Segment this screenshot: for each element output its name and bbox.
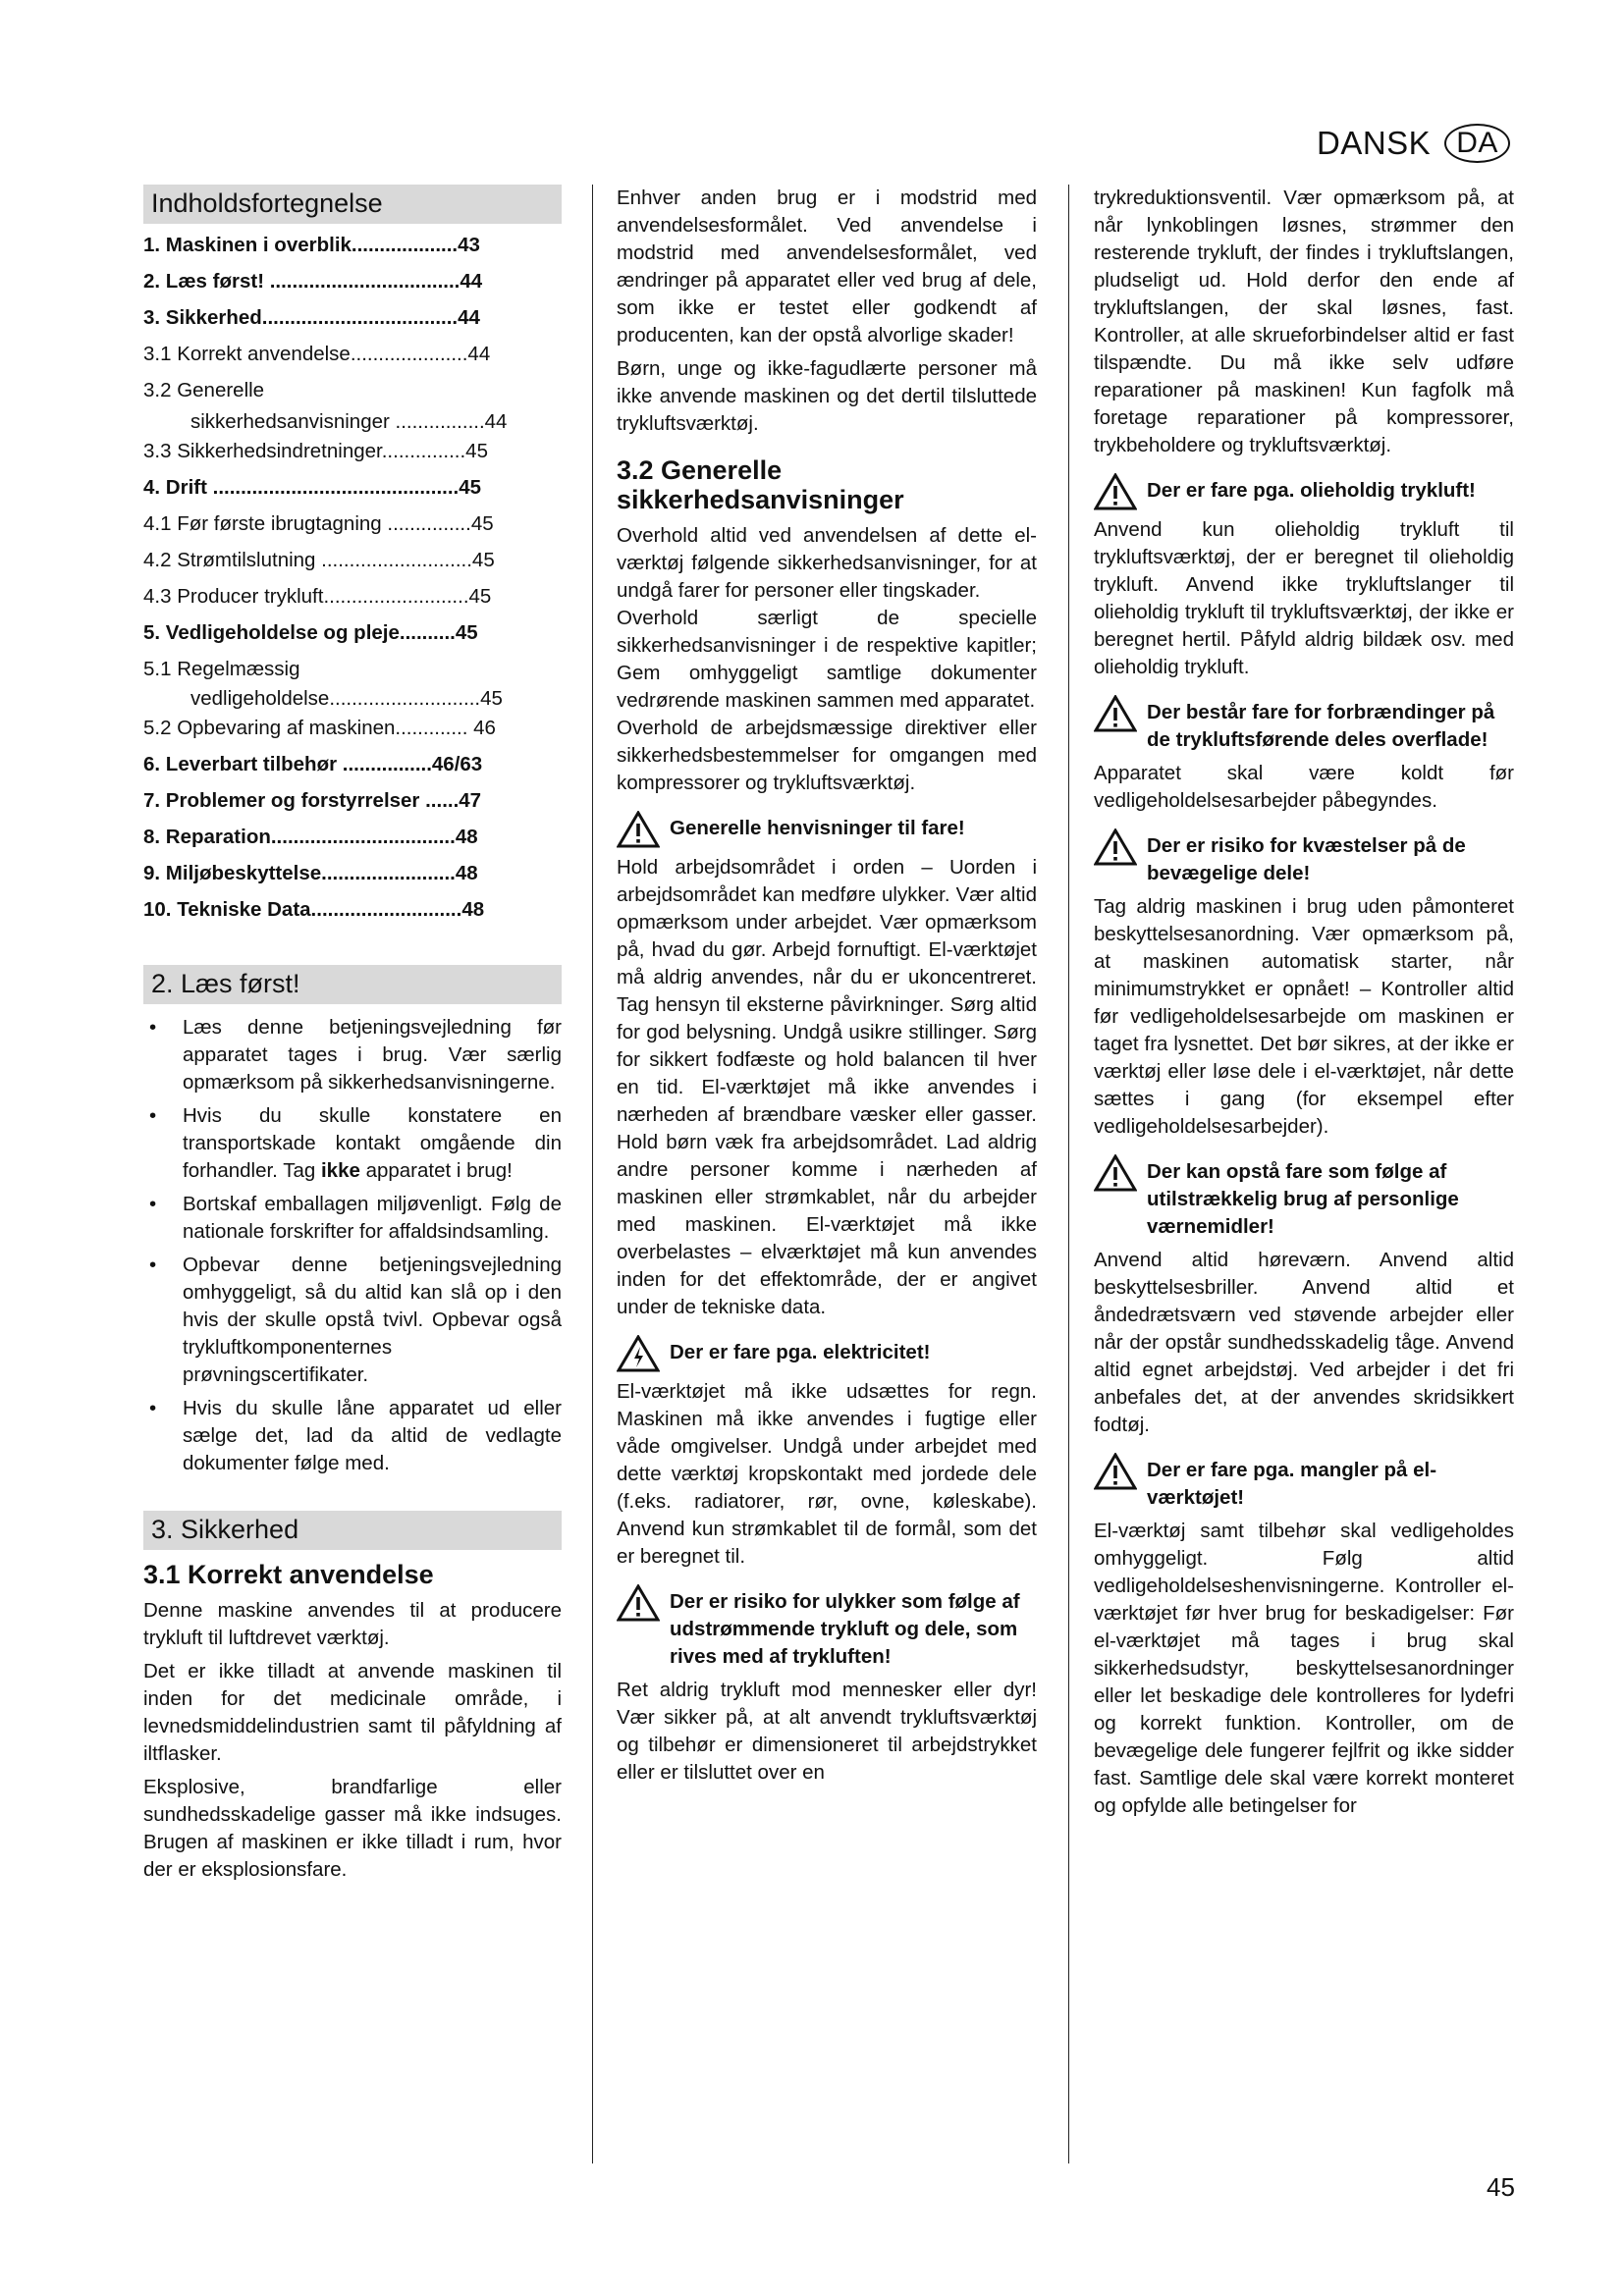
- warning-heading: Der er risiko for ulykker som følge af udstrømmende trykluft og dele, som rives med af trykluften!: [617, 1588, 1037, 1671]
- warning-heading: Der er risiko for kvæstelser på de bevægelige dele!: [1094, 832, 1514, 887]
- column-divider: [1068, 185, 1069, 2163]
- warning-triangle-icon: [617, 811, 660, 848]
- toc-item-line: sikkerhedsanvisninger ................44: [190, 410, 508, 433]
- read-first-list: [143, 1014, 562, 1477]
- language-label: DANSK: [1317, 125, 1432, 161]
- paragraph: Denne maskine anvendes til at producere trykluft til luftdrevet værktøj.: [143, 1599, 562, 1649]
- column-divider: [592, 185, 593, 2163]
- paragraph: Overhold de arbejdsmæssige direktiver eller sikkerhedsbestemmelser for omgangen med kompressorer og trykluftsværktøj.: [617, 717, 1037, 794]
- list-item: • Hvis du skulle konstatere en transportskade kontakt omgående din forhandler. Tag ikke apparatet i brug!: [143, 1102, 562, 1185]
- table-of-contents: [143, 234, 562, 922]
- toc-item[interactable]: 2. Læs først! ..................................44: [143, 270, 483, 293]
- toc-item[interactable]: 5.2 Opbevaring af maskinen............. 46: [143, 717, 496, 739]
- warning-triangle-icon: [1094, 1453, 1137, 1490]
- toc-item[interactable]: [143, 658, 562, 711]
- paragraph: Tag aldrig maskinen i brug uden påmonteret beskyttelsesanordning. Vær opmærksom på, at maskinen automatisk starter, når minimumstrykket er opnået! – Kontroller altid før vedligeholdelsesarbejde om maskinen er taget fra lysnettet. Det bør sikres, at der ikke er værktøj eller løse dele i el-værktøjet, når dette sættes i gang (for eksempel efter vedligeholdelsesarbejder).: [1094, 895, 1514, 1138]
- paragraph: Overhold særligt de specielle sikkerhedsanvisninger i de respektive kapitler; Gem omhyggeligt samtlige dokumenter vedrørende maskinen sammen med apparatet.: [617, 607, 1037, 712]
- toc-item-line: vedligeholdelse...........................45: [190, 687, 503, 710]
- toc-item[interactable]: 1. Maskinen i overblik...................43: [143, 234, 480, 256]
- toc-item[interactable]: 7. Problemer og forstyrrelser ......47: [143, 789, 482, 812]
- column-3: [1094, 185, 1514, 1826]
- warning-triangle-icon: [1094, 1154, 1137, 1192]
- paragraph: Det er ikke tilladt at anvende maskinen til inden for det medicinale område, i levnedsmiddelindustrien samt til påfyldning af iltflasker.: [143, 1660, 562, 1765]
- section-heading: 3.1 Korrekt anvendelse: [143, 1560, 434, 1589]
- paragraph: Anvend kun olieholdig trykluft til trykluftsværktøj, der er beregnet til olieholdig trykluft. Anvend ikke trykluftslanger til olieholdig trykluft til trykluftsværktøj, der ikke er beregnet hertil. Påfyld aldrig bildæk osv. med olieholdig trykluft.: [1094, 518, 1514, 678]
- warning-triangle-icon: [1094, 473, 1137, 510]
- toc-title: Indholdsfortegnelse: [143, 185, 562, 224]
- paragraph: Børn, unge og ikke-fagudlærte personer må ikke anvende maskinen og det dertil tilsluttede trykluftsværktøj.: [617, 357, 1037, 435]
- paragraph: Ret aldrig trykluft mod mennesker eller dyr! Vær sikker på, at alt anvendt trykluftsværktøj og tilbehør er dimensioneret til arbejdstrykket eller er tilsluttet over en: [617, 1679, 1037, 1784]
- paragraph: Eksplosive, brandfarlige eller sundhedsskadelige gasser må ikke indsuges. Brugen af maskinen er ikke tilladt i rum, hvor der er eksplosionsfare.: [143, 1776, 562, 1881]
- toc-item[interactable]: 3.3 Sikkerhedsindretninger...............45: [143, 440, 488, 462]
- paragraph: Anvend altid høreværn. Anvend altid beskyttelsesbriller. Anvend altid et åndedrætsværn ved støvende arbejder eller når der opstår sundhedsskadelig tåge. Anvend altid egnet arbejdstøj. Ved arbejder i det fri anbefales det, at der anvendes skridsikkert fodtøj.: [1094, 1249, 1514, 1436]
- paragraph: trykreduktionsventil. Vær opmærksom på, at når lynkoblingen løsnes, strømmer den resterende trykluft, der findes i trykluftslangen, pludseligt ud. Hold derfor den ende af trykluftslangen, der skal løsnes, fast. Kontroller, at alle skrueforbindelser altid er fast tilspændte. Du må ikke selv udføre reparationer på maskinen! Kun fagfolk må foretage reparationer på kompressorer, trykbeholdere og trykluftsværktøj.: [1094, 187, 1514, 456]
- toc-item[interactable]: 5. Vedligeholdelse og pleje..........45: [143, 621, 478, 644]
- toc-item[interactable]: 9. Miljøbeskyttelse........................48: [143, 862, 478, 884]
- toc-item[interactable]: 4. Drift ............................................45: [143, 476, 482, 499]
- page-number: 45: [1487, 2172, 1515, 2202]
- toc-item[interactable]: 4.1 Før første ibrugtagning ...............45: [143, 512, 494, 535]
- paragraph: Hold arbejdsområdet i orden – Uorden i arbejdsområdet kan medføre ulykker. Vær altid opmærksom under arbejdet. Vær opmærksom på, hvad du gør. Arbejd fornuftigt. El-værktøjet må aldrig anvendes, når du er ukoncentreret. Tag hensyn til eksterne påvirkninger. Sørg altid for god belysning. Undgå usikre stillinger. Sørg for sikkert fodfæste og hold balancen til hver en tid. El-værktøjet må ikke anvendes i nærheden af brændbare væsker eller gasser. Hold børn væk fra arbejdsområdet. Lad aldrig andre personer komme i nærheden af maskinen eller strømkablet, når du arbejder med maskinen. El-værktøjet må ikke overbelastes – elværktøjet må kun anvendes inden for det effektområde, der er angivet under de tekniske data.: [617, 856, 1037, 1318]
- warning-heading: Der er fare pga. elektricitet!: [617, 1339, 1037, 1372]
- warning-heading: Generelle henvisninger til fare!: [617, 815, 1037, 848]
- paragraph: Enhver anden brug er i modstrid med anvendelsesformålet. Ved anvendelse i modstrid med anvendelsesformålet, ved ændringer på apparatet eller ved brug af dele, som ikke er testet eller godkendt af producenten, kan der opstå alvorlige skader!: [617, 187, 1037, 347]
- warning-heading: Der er fare pga. olieholdig trykluft!: [1094, 477, 1514, 510]
- warning-triangle-icon: [1094, 828, 1137, 866]
- toc-item[interactable]: 3.1 Korrekt anvendelse.....................44: [143, 343, 491, 365]
- list-item: • Hvis du skulle låne apparatet ud eller sælge det, lad da altid de vedlagte dokumenter følge med.: [143, 1395, 562, 1477]
- paragraph: El-værktøjet må ikke udsættes for regn. Maskinen må ikke anvendes i fugtige eller våde omgivelser. Undgå under arbejdet med dette værktøj kropskontakt med jordede dele (f.eks. radiatorer, rør, ovne, køleskabe). Anvend kun strømkablet til de formål, som det er beregnet til.: [617, 1380, 1037, 1568]
- toc-item[interactable]: 6. Leverbart tilbehør ................46/63: [143, 753, 483, 775]
- toc-item[interactable]: 8. Reparation.................................48: [143, 826, 478, 848]
- paragraph: Apparatet skal være koldt før vedligeholdelsesarbejder påbegyndes.: [1094, 762, 1514, 812]
- column-2: [617, 185, 1037, 1792]
- column-1: [143, 185, 562, 1890]
- safety-title: 3. Sikkerhed: [143, 1511, 562, 1550]
- warning-heading: Der består fare for forbrændinger på de trykluftsførende deles overflade!: [1094, 699, 1514, 754]
- warning-heading: Der er fare pga. mangler på el-værktøjet!: [1094, 1457, 1514, 1512]
- toc-item[interactable]: 3. Sikkerhed...................................44: [143, 306, 480, 329]
- toc-item[interactable]: [143, 379, 562, 434]
- toc-item-line: 5.1 Regelmæssig: [143, 658, 300, 680]
- warning-triangle-icon: [1094, 695, 1137, 732]
- read-first-title: 2. Læs først!: [143, 965, 562, 1004]
- paragraph: El-værktøj samt tilbehør skal vedligeholdes omhyggeligt. Følg altid vedligeholdelseshenvisningerne. Kontroller el-værktøjet før hver brug for beskadigelser: Før el-værktøjet må tages i brug skal sikkerhedsudstyr, beskyttelsesanordninger eller let beskadige dele kontrolleres for lydefri og korrekt funktion. Kontroller, om de bevægelige dele fungerer fejlfrit og ikke sidder fast. Samtlige dele skal være korrekt monteret og opfylde alle betingelser for: [1094, 1520, 1514, 1817]
- warning-triangle-icon: [617, 1584, 660, 1622]
- toc-item[interactable]: 4.2 Strømtilslutning ...........................45: [143, 549, 495, 571]
- list-item: • Læs denne betjeningsvejledning før apparatet tages i brug. Vær særlig opmærksom på sikkerhedsanvisningerne.: [143, 1014, 562, 1096]
- electricity-warning-icon: [617, 1335, 660, 1372]
- language-code-badge: DA: [1444, 124, 1510, 163]
- paragraph: Overhold altid ved anvendelsen af dette el-værktøj følgende sikkerhedsanvisninger, for at undgå farer for personer eller tingskader.: [617, 524, 1037, 602]
- toc-item[interactable]: 4.3 Producer trykluft..........................45: [143, 585, 492, 608]
- list-item: • Bortskaf emballagen miljøvenligt. Følg de nationale forskrifter for affaldsindsamling.: [143, 1191, 562, 1246]
- section-heading: 3.2 Generelle sikkerhedsanvisninger: [617, 455, 904, 514]
- warning-heading: Der kan opstå fare som følge af utilstrækkelig brug af personlige værnemidler!: [1094, 1158, 1514, 1241]
- language-header: [1317, 124, 1510, 163]
- toc-item[interactable]: 10. Tekniske Data...........................48: [143, 898, 485, 921]
- list-item: • Opbevar denne betjeningsvejledning omhyggeligt, så du altid kan slå op i den hvis der skulle opstå tvivl. Opbevar også trykluftkomponenternes prøvningscertifikater.: [143, 1252, 562, 1389]
- toc-item-line: 3.2 Generelle: [143, 379, 265, 401]
